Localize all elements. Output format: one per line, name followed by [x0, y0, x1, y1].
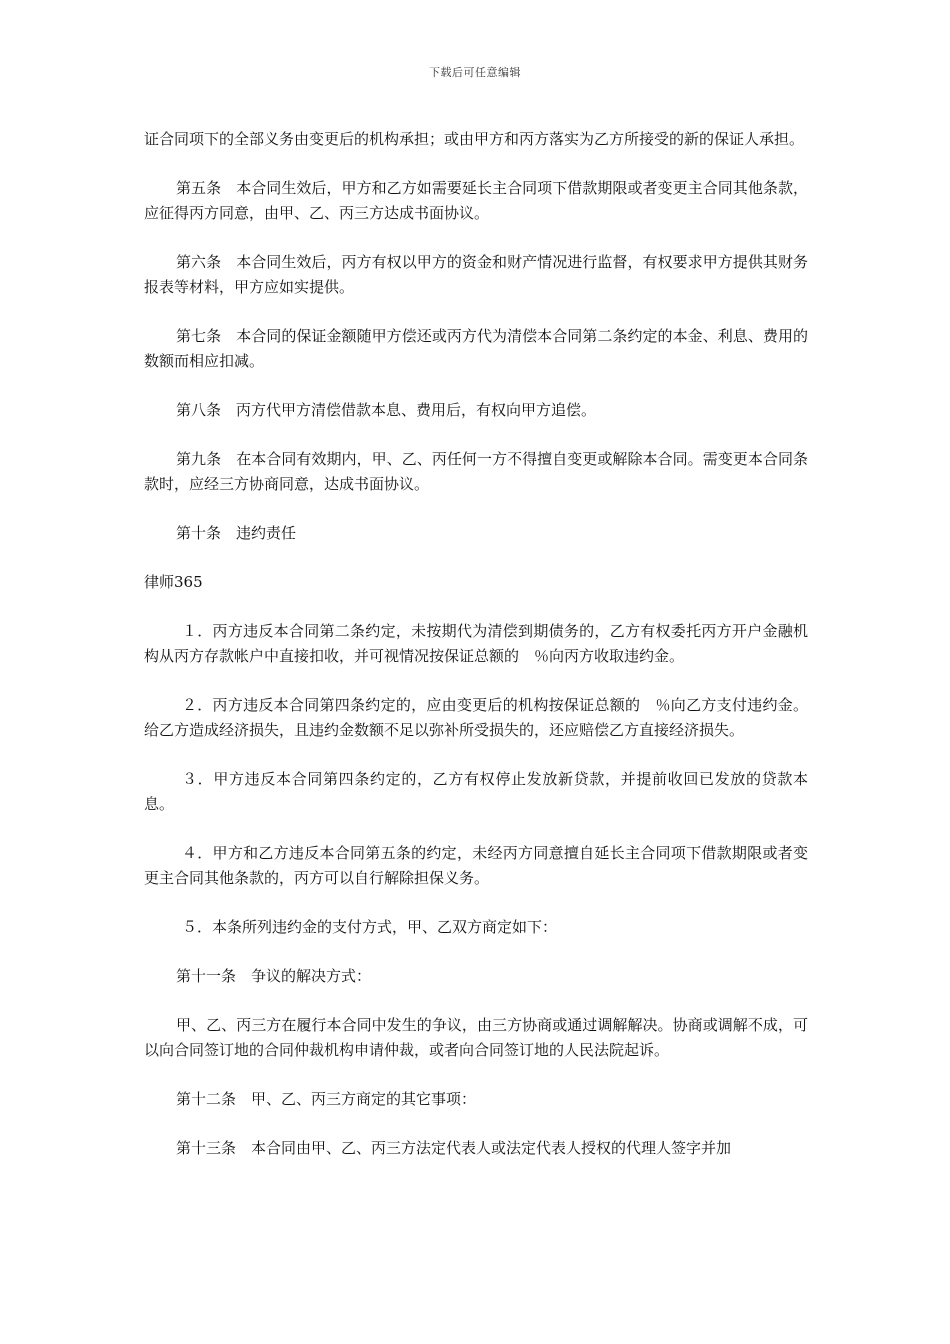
paragraph-article-8: 第八条 丙方代甲方清偿借款本息、费用后，有权向甲方追偿。: [176, 401, 597, 419]
document-body: [144, 127, 808, 1185]
list-item-breach-3: ３．甲方违反本合同第四条约定的，乙方有权停止发放新贷款，并提前收回已发放的贷款本息。: [144, 770, 808, 813]
list-item-breach-4: ４．甲方和乙方违反本合同第五条的约定，未经丙方同意擅自延长主合同项下借款期限或者变更主合同其他条款的，丙方可以自行解除担保义务。: [144, 844, 808, 887]
paragraph-guarantor-continuation: 证合同项下的全部义务由变更后的机构承担；或由甲方和丙方落实为乙方所接受的新的保证人承担。: [144, 130, 805, 148]
heading-article-12: 第十二条 甲、乙、丙三方商定的其它事项：: [176, 1090, 477, 1108]
paragraph-dispute-resolution: 甲、乙、丙三方在履行本合同中发生的争议，由三方协商或通过调解解决。协商或调解不成，可以向合同签订地的合同仲裁机构申请仲裁，或者向合同签订地的人民法院起诉。: [144, 1016, 808, 1059]
list-item-breach-2: ２．丙方违反本合同第四条约定的，应由变更后的机构按保证总额的 ％向乙方支付违约金。给乙方造成经济损失，且违约金数额不足以弥补所受损失的，还应赔偿乙方直接经济损失。: [144, 696, 808, 739]
page-header: 下载后可任意编辑: [429, 66, 521, 79]
list-item-breach-1: １．丙方违反本合同第二条约定，未按期代为清偿到期债务的，乙方有权委托丙方开户金融机构从丙方存款帐户中直接扣收，并可视情况按保证总额的 ％向丙方收取违约金。: [144, 622, 808, 665]
paragraph-article-5: 第五条 本合同生效后，甲方和乙方如需要延长主合同项下借款期限或者变更主合同其他条款，应征得丙方同意，由甲、乙、丙三方达成书面协议。: [144, 179, 808, 222]
heading-article-10: 第十条 违约责任: [176, 524, 297, 542]
watermark-text: 律师365: [144, 573, 203, 591]
paragraph-article-7: 第七条 本合同的保证金额随甲方偿还或丙方代为清偿本合同第二条约定的本金、利息、费用的数额而相应扣减。: [144, 327, 808, 370]
paragraph-article-6: 第六条 本合同生效后，丙方有权以甲方的资金和财产情况进行监督，有权要求甲方提供其财务报表等材料，甲方应如实提供。: [144, 253, 808, 296]
paragraph-article-13: 第十三条 本合同由甲、乙、丙三方法定代表人或法定代表人授权的代理人签字并加: [176, 1139, 732, 1157]
list-item-breach-5: ５．本条所列违约金的支付方式，甲、乙双方商定如下：: [182, 918, 558, 936]
heading-article-11: 第十一条 争议的解决方式：: [176, 967, 372, 985]
paragraph-article-9: 第九条 在本合同有效期内，甲、乙、丙任何一方不得擅自变更或解除本合同。需变更本合同条款时，应经三方协商同意，达成书面协议。: [144, 450, 808, 493]
